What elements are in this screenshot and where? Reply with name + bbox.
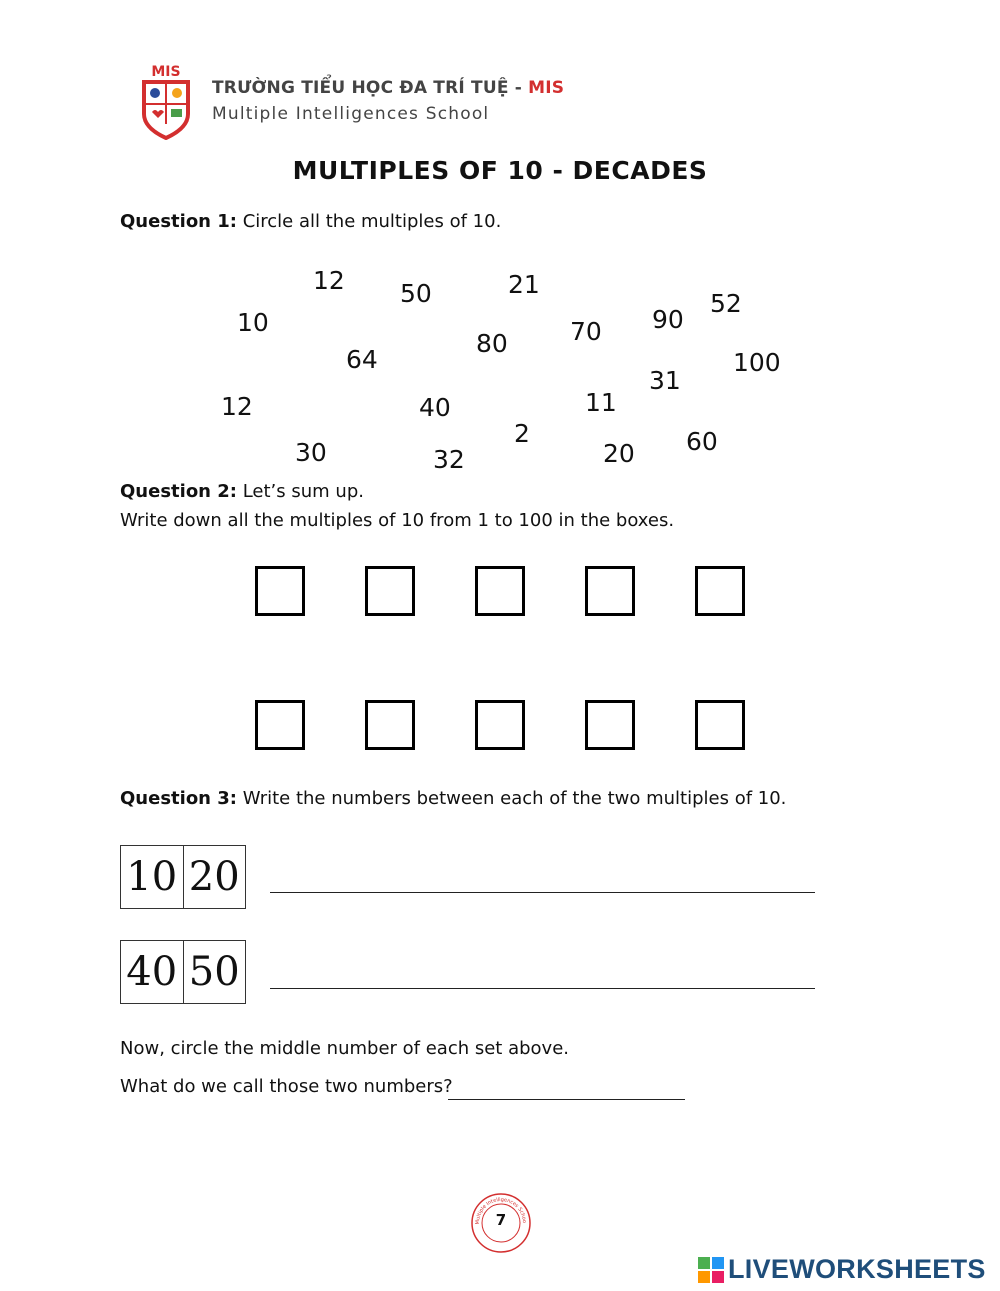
- answer-line-short[interactable]: [448, 1099, 685, 1100]
- answer-box[interactable]: [585, 700, 635, 750]
- question-3-label: Question 3:: [120, 788, 237, 809]
- decade-end: 20: [183, 846, 246, 908]
- number-item[interactable]: 70: [570, 317, 602, 346]
- number-item[interactable]: 60: [686, 427, 718, 456]
- answer-box[interactable]: [695, 700, 745, 750]
- number-item[interactable]: 12: [221, 392, 253, 421]
- school-name-en: Multiple Intelligences School: [212, 104, 490, 124]
- school-logo: [138, 62, 194, 140]
- decade-end: 50: [183, 941, 246, 1003]
- answer-box[interactable]: [585, 566, 635, 616]
- answer-line[interactable]: [270, 988, 815, 989]
- number-item[interactable]: 80: [476, 329, 508, 358]
- question-1-label: Question 1:: [120, 211, 237, 232]
- number-item[interactable]: 100: [733, 348, 781, 377]
- number-item[interactable]: 12: [313, 266, 345, 295]
- question-3-text: Write the numbers between each of the two multiples of 10.: [236, 788, 787, 809]
- question-2-label: Question 2:: [120, 481, 237, 502]
- answer-line[interactable]: [270, 892, 815, 893]
- number-item[interactable]: 2: [514, 419, 530, 448]
- worksheet-title: MULTIPLES OF 10 - DECADES: [292, 156, 708, 185]
- number-item[interactable]: 40: [419, 393, 451, 422]
- number-item[interactable]: 20: [603, 439, 635, 468]
- answer-box[interactable]: [475, 700, 525, 750]
- answer-box[interactable]: [365, 566, 415, 616]
- badge-text: Multiple Intelligences Schoo: [474, 1196, 528, 1225]
- decade-start: 40: [126, 949, 178, 995]
- number-item[interactable]: 30: [295, 438, 327, 467]
- decade-pair: [120, 940, 246, 1004]
- number-item[interactable]: 50: [400, 279, 432, 308]
- number-item[interactable]: 31: [649, 366, 681, 395]
- question-2-prompt: [120, 481, 364, 502]
- logo-text: MIS: [151, 64, 181, 80]
- answer-box[interactable]: [255, 700, 305, 750]
- answer-box[interactable]: [255, 566, 305, 616]
- question-1-prompt: [120, 211, 501, 232]
- number-item[interactable]: 64: [346, 345, 378, 374]
- answer-box[interactable]: [475, 566, 525, 616]
- question-2-text: Let’s sum up.: [236, 481, 364, 502]
- school-name-vn: TRƯỜNG TIỂU HỌC ĐA TRÍ TUỆ - MIS: [212, 78, 565, 98]
- question-2-instruction: Write down all the multiples of 10 from 1 to 100 in the boxes.: [120, 510, 675, 531]
- liveworksheets-text: LIVEWORKSHEETS: [728, 1254, 986, 1284]
- follow-up-instruction: Now, circle the middle number of each set above.: [120, 1038, 570, 1059]
- number-item[interactable]: 90: [652, 305, 684, 334]
- decade-pair: [120, 845, 246, 909]
- number-item[interactable]: 21: [508, 270, 540, 299]
- follow-up-question: What do we call those two numbers?: [120, 1076, 453, 1097]
- number-item[interactable]: 10: [237, 308, 269, 337]
- number-item[interactable]: 32: [433, 445, 465, 474]
- school-name-accent: MIS: [528, 78, 565, 98]
- number-item[interactable]: 52: [710, 289, 742, 318]
- number-item[interactable]: 11: [585, 388, 617, 417]
- answer-box[interactable]: [365, 700, 415, 750]
- question-3-prompt: [120, 788, 786, 809]
- decade-start: 10: [126, 854, 178, 900]
- liveworksheets-brand: [698, 1254, 986, 1285]
- answer-box[interactable]: [695, 566, 745, 616]
- liveworksheets-logo-icon: [698, 1257, 724, 1283]
- page-number: 7: [495, 1211, 507, 1229]
- question-1-text: Circle all the multiples of 10.: [236, 211, 502, 232]
